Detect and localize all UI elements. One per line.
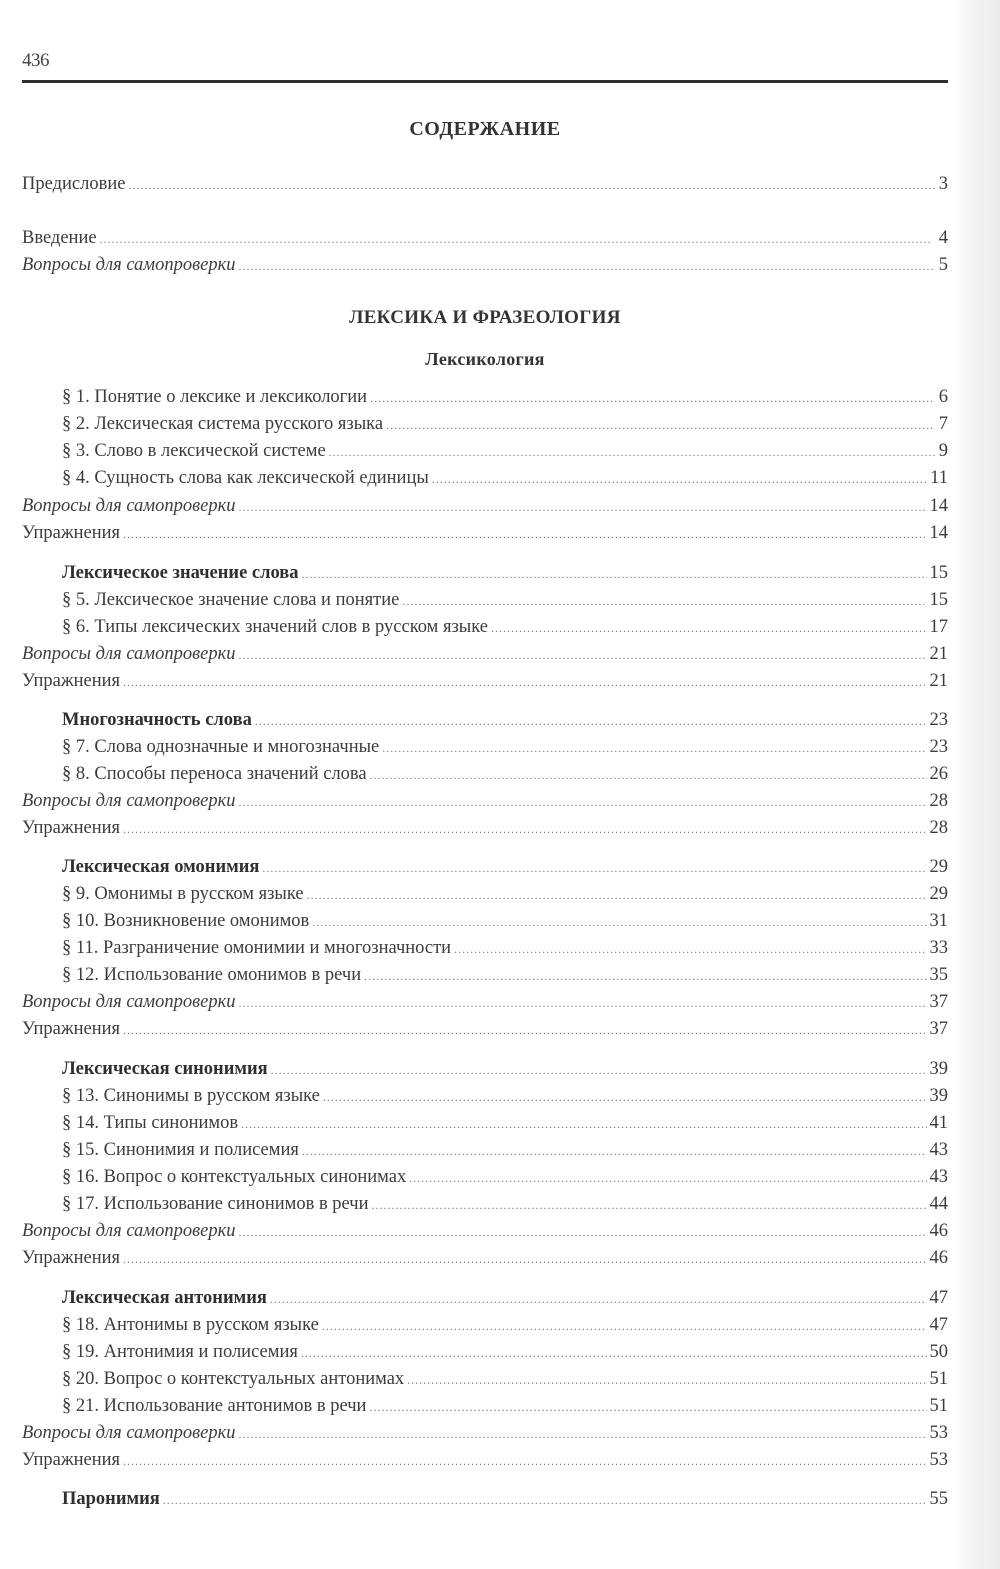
toc-entry xyxy=(22,226,948,250)
toc-entry xyxy=(22,936,948,960)
toc-entry-page: 43 xyxy=(929,1167,948,1187)
page-number: 436 xyxy=(22,50,49,71)
toc-entry-label: § 1. Понятие о лексике и лексикологии xyxy=(62,387,368,407)
toc-entry-label: § 12. Использование омонимов в речи xyxy=(62,965,362,985)
toc-entry-label: § 16. Вопрос о контекстуальных синонимах xyxy=(62,1167,407,1187)
toc-entry-page: 28 xyxy=(929,818,948,838)
toc-entry xyxy=(22,1367,948,1391)
toc-entry xyxy=(22,494,948,518)
dot-leader xyxy=(370,763,927,787)
dot-leader xyxy=(432,467,927,491)
toc-entry-label: Упражнения xyxy=(22,671,121,691)
toc-entry-label: Вопросы для самопроверки xyxy=(22,496,236,516)
toc-entry xyxy=(22,1286,948,1310)
toc-entry-label: Упражнения xyxy=(22,1019,121,1039)
toc-entry xyxy=(22,708,948,732)
toc-entry-label: Предисловие xyxy=(22,174,126,194)
toc-entry-label: Введение xyxy=(22,228,97,248)
toc-entry-label: Паронимия xyxy=(62,1489,160,1509)
dot-leader xyxy=(409,1166,926,1190)
toc-entry-page: 37 xyxy=(929,1019,948,1039)
dot-leader xyxy=(369,1395,926,1419)
toc-entry xyxy=(22,521,948,545)
toc-entry-label: § 15. Синонимия и полисемия xyxy=(62,1140,299,1160)
toc-entry-page: 53 xyxy=(929,1450,948,1470)
toc-entry-label: Вопросы для самопроверки xyxy=(22,992,236,1012)
toc-entry-label: § 20. Вопрос о контекстуальных антонимах xyxy=(62,1369,405,1389)
toc-entry-page: 23 xyxy=(929,737,948,757)
toc-entry xyxy=(22,963,948,987)
toc-entry-page: 43 xyxy=(929,1140,948,1160)
toc-entry-label: Вопросы для самопроверки xyxy=(22,1221,236,1241)
dot-leader xyxy=(239,495,927,519)
toc-entry-page: 7 xyxy=(938,414,948,434)
toc-entry-label: § 7. Слова однозначные и многозначные xyxy=(62,737,380,757)
toc-entry-page: 41 xyxy=(929,1113,948,1133)
dot-leader xyxy=(123,1018,926,1042)
dot-leader xyxy=(128,173,935,197)
dot-leader xyxy=(239,991,927,1015)
toc-entry-label: § 2. Лексическая система русского языка xyxy=(62,414,384,434)
dot-leader xyxy=(454,937,926,961)
dot-leader xyxy=(123,817,926,841)
toc-entry xyxy=(22,642,948,666)
toc-entry xyxy=(22,1165,948,1189)
toc-entry xyxy=(22,466,948,490)
toc-entry-page: 47 xyxy=(929,1288,948,1308)
subsection-heading: Лексикология xyxy=(425,349,545,369)
dot-leader xyxy=(302,562,927,586)
dot-leader xyxy=(123,670,926,694)
toc-entry-page: 3 xyxy=(938,174,948,194)
toc-entry-label: § 18. Антонимы в русском языке xyxy=(62,1315,319,1335)
toc-entry-page: 23 xyxy=(929,710,948,730)
toc-entry-label: § 21. Использование антонимов в речи xyxy=(62,1396,367,1416)
toc-entry-page: 17 xyxy=(929,617,948,637)
toc-entry xyxy=(22,990,948,1014)
toc-entry xyxy=(22,412,948,436)
toc-entry-page: 21 xyxy=(929,671,948,691)
toc-entry-label: § 5. Лексическое значение слова и понятие xyxy=(62,590,400,610)
toc-entry-label: Упражнения xyxy=(22,1450,121,1470)
dot-leader xyxy=(372,1193,927,1217)
toc-entry xyxy=(22,909,948,933)
toc-entry-label: Лексическая омонимия xyxy=(62,857,260,877)
toc-entry xyxy=(22,669,948,693)
toc-entry-page: 39 xyxy=(929,1059,948,1079)
dot-leader xyxy=(241,1112,926,1136)
toc-entry-page: 31 xyxy=(929,911,948,931)
toc-entry-label: § 13. Синонимы в русском языке xyxy=(62,1086,320,1106)
toc-entry-page: 6 xyxy=(938,387,948,407)
dot-leader xyxy=(322,1314,927,1338)
toc-entry-label: § 6. Типы лексических значений слов в русском языке xyxy=(62,617,488,637)
toc-entry xyxy=(22,172,948,196)
toc-entry xyxy=(22,1313,948,1337)
toc-entry xyxy=(22,882,948,906)
page-title: СОДЕРЖАНИЕ xyxy=(409,118,561,140)
toc-entry xyxy=(22,588,948,612)
dot-leader xyxy=(270,1287,927,1311)
toc-entry-page: 50 xyxy=(929,1342,948,1362)
toc-entry xyxy=(22,1192,948,1216)
dot-leader xyxy=(301,1341,927,1365)
toc-entry xyxy=(22,1219,948,1243)
toc-entry-page: 5 xyxy=(938,255,948,275)
toc-entry xyxy=(22,385,948,409)
toc-entry xyxy=(22,439,948,463)
toc-entry-label: Вопросы для самопроверки xyxy=(22,791,236,811)
toc-entry-page: 44 xyxy=(929,1194,948,1214)
toc-entry-page: 4 xyxy=(938,228,948,248)
section-heading: ЛЕКСИКА И ФРАЗЕОЛОГИЯ xyxy=(349,307,621,328)
dot-leader xyxy=(262,856,926,880)
toc-entry-page: 37 xyxy=(929,992,948,1012)
toc-entry-label: § 10. Возникновение омонимов xyxy=(62,911,310,931)
dot-leader xyxy=(407,1368,926,1392)
dot-leader xyxy=(100,227,935,251)
dot-leader xyxy=(255,709,927,733)
toc-entry xyxy=(22,1111,948,1135)
dot-leader xyxy=(312,910,926,934)
toc-entry-page: 35 xyxy=(929,965,948,985)
toc-entry xyxy=(22,789,948,813)
toc-entry-page: 26 xyxy=(929,764,948,784)
dot-leader xyxy=(370,386,935,410)
toc-entry-label: Лексическое значение слова xyxy=(62,563,299,583)
toc-entry-label: Лексическая синонимия xyxy=(62,1059,268,1079)
toc-entry-label: Вопросы для самопроверки xyxy=(22,1423,236,1443)
toc-entry xyxy=(22,762,948,786)
dot-leader xyxy=(307,883,927,907)
toc-entry xyxy=(22,561,948,585)
header-rule xyxy=(22,80,948,83)
toc-entry-page: 9 xyxy=(938,441,948,461)
dot-leader xyxy=(239,254,936,278)
toc-entry-page: 46 xyxy=(929,1221,948,1241)
dot-leader xyxy=(163,1488,927,1512)
toc-entry-page: 53 xyxy=(929,1423,948,1443)
toc-entry-label: Упражнения xyxy=(22,1248,121,1268)
dot-leader xyxy=(302,1139,927,1163)
dot-leader xyxy=(239,790,927,814)
toc-entry-label: Упражнения xyxy=(22,818,121,838)
toc-entry-page: 15 xyxy=(929,590,948,610)
toc-entry xyxy=(22,615,948,639)
toc-entry-page: 21 xyxy=(929,644,948,664)
toc-entry xyxy=(22,855,948,879)
dot-leader xyxy=(386,413,935,437)
dot-leader xyxy=(123,522,926,546)
toc-entry-page: 28 xyxy=(929,791,948,811)
toc-entry-label: Многозначность слова xyxy=(62,710,252,730)
dot-leader xyxy=(329,440,935,464)
dot-leader xyxy=(239,643,927,667)
toc-entry-label: § 17. Использование синонимов в речи xyxy=(62,1194,369,1214)
toc-entry-label: Лексическая антонимия xyxy=(62,1288,267,1308)
toc-entry-page: 46 xyxy=(929,1248,948,1268)
toc-entry-page: 51 xyxy=(929,1396,948,1416)
toc-entry xyxy=(22,1340,948,1364)
toc-entry xyxy=(22,1057,948,1081)
toc-entry-page: 47 xyxy=(929,1315,948,1335)
toc-entry-page: 15 xyxy=(929,563,948,583)
page-edge-shadow xyxy=(952,0,1000,1569)
toc-entry-label: § 4. Сущность слова как лексической единицы xyxy=(62,468,429,488)
dot-leader xyxy=(491,616,927,640)
toc-entry xyxy=(22,735,948,759)
toc-entry-label: § 14. Типы синонимов xyxy=(62,1113,239,1133)
toc-entry-page: 33 xyxy=(929,938,948,958)
toc-entry-page: 55 xyxy=(929,1489,948,1509)
toc-entry xyxy=(22,816,948,840)
dot-leader xyxy=(123,1449,926,1473)
dot-leader xyxy=(239,1422,927,1446)
toc-entry-page: 29 xyxy=(929,884,948,904)
toc-entry-label: § 3. Слово в лексической системе xyxy=(62,441,326,461)
toc-entry xyxy=(22,1138,948,1162)
dot-leader xyxy=(271,1058,927,1082)
dot-leader xyxy=(402,589,926,613)
toc-entry-page: 39 xyxy=(929,1086,948,1106)
toc-entry xyxy=(22,1246,948,1270)
toc-entry-page: 51 xyxy=(929,1369,948,1389)
toc-entry xyxy=(22,1084,948,1108)
dot-leader xyxy=(123,1247,926,1271)
toc-entry xyxy=(22,253,948,277)
dot-leader xyxy=(364,964,926,988)
toc-entry-label: Вопросы для самопроверки xyxy=(22,255,236,275)
toc-entry-label: § 9. Омонимы в русском языке xyxy=(62,884,304,904)
toc-entry xyxy=(22,1421,948,1445)
toc-entry-label: § 8. Способы переноса значений слова xyxy=(62,764,367,784)
toc-entry-page: 14 xyxy=(929,523,948,543)
toc-entry-page: 11 xyxy=(930,468,948,488)
toc-entry-page: 29 xyxy=(929,857,948,877)
toc-entry-label: Вопросы для самопроверки xyxy=(22,644,236,664)
dot-leader xyxy=(382,736,926,760)
toc-entry xyxy=(22,1487,948,1511)
toc-entry xyxy=(22,1017,948,1041)
toc-entry xyxy=(22,1448,948,1472)
toc-entry-label: Упражнения xyxy=(22,523,121,543)
toc-entry-page: 14 xyxy=(929,496,948,516)
toc-entry xyxy=(22,1394,948,1418)
dot-leader xyxy=(323,1085,927,1109)
dot-leader xyxy=(239,1220,927,1244)
toc-entry-label: § 11. Разграничение омонимии и многозначности xyxy=(62,938,452,958)
toc-entry-label: § 19. Антонимия и полисемия xyxy=(62,1342,298,1362)
